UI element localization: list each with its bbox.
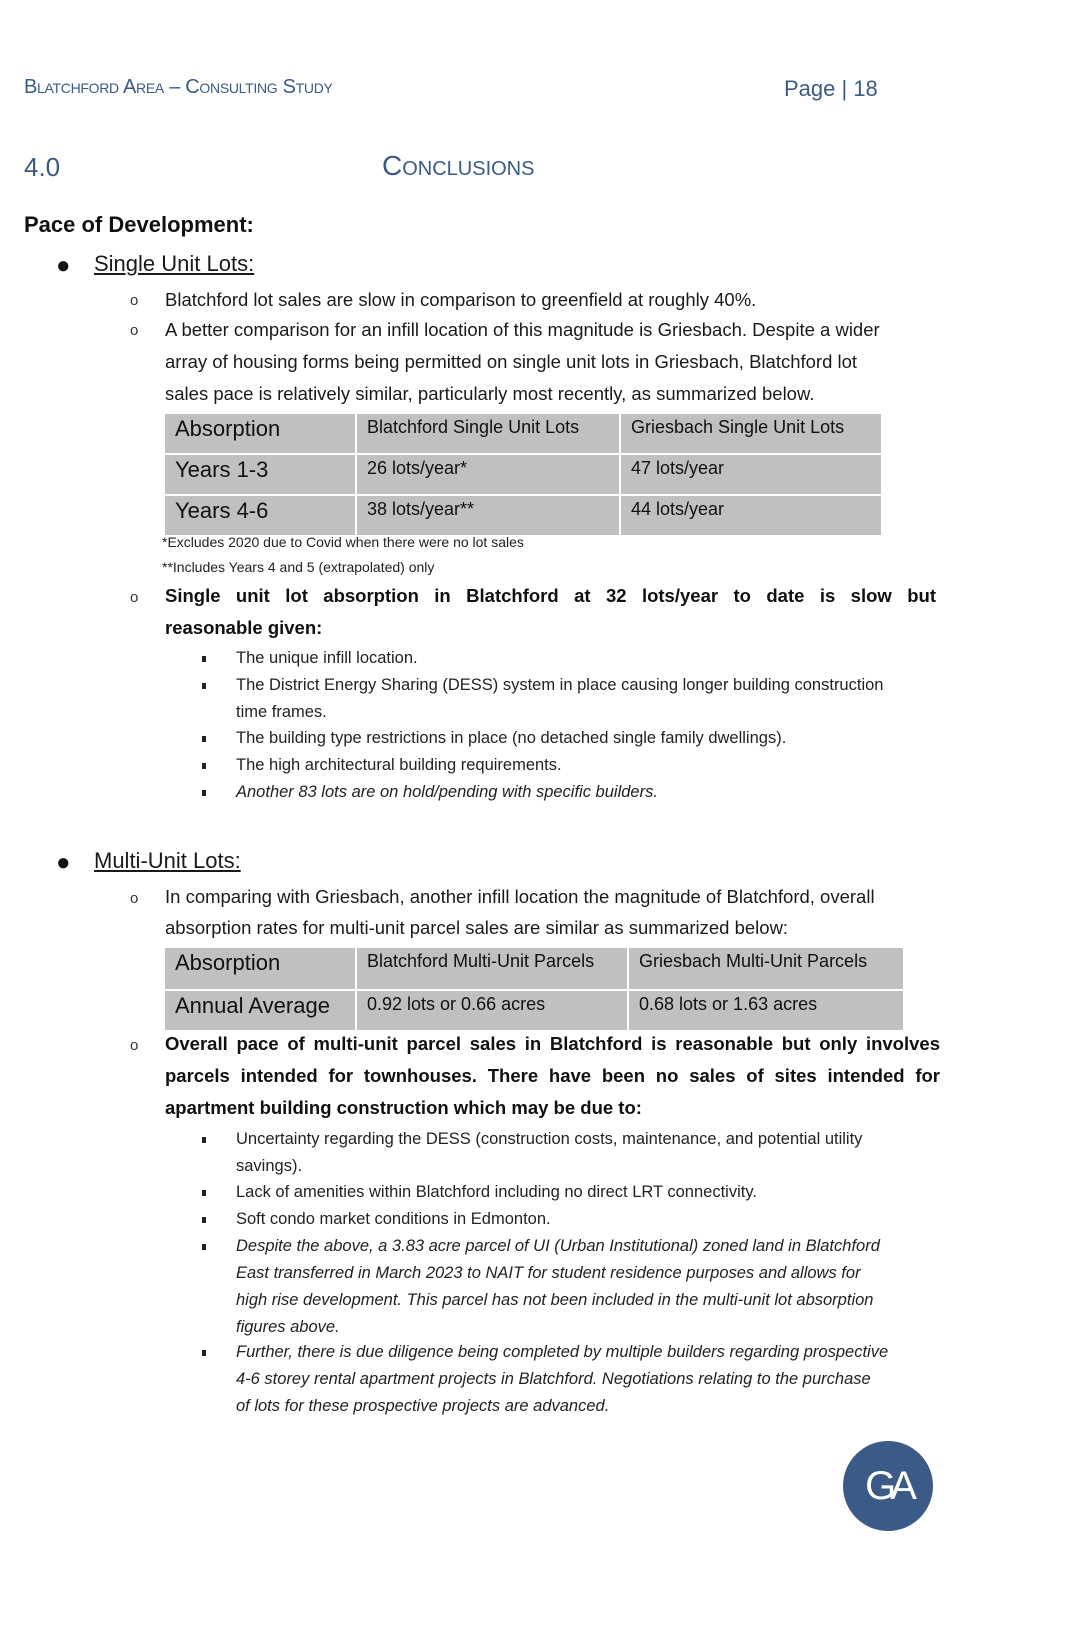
- footnote: *Excludes 2020 due to Covid when there were no lot sales: [162, 534, 524, 550]
- reason-item: Lack of amenities within Blatchford including no direct LRT connectivity.: [236, 1183, 757, 1201]
- circle-bullet-icon: o: [130, 1037, 139, 1054]
- reason-item: The District Energy Sharing (DESS) system in place causing longer building construction: [236, 676, 884, 694]
- reason-item: The high architectural building requirements.: [236, 756, 562, 774]
- logo-text: GA: [865, 1463, 911, 1508]
- conclusion-line: reasonable given:: [165, 617, 323, 638]
- square-bullet-icon: [202, 790, 206, 796]
- document-header-title: Blatchford Area – Consulting Study: [24, 76, 333, 98]
- table-cell: 26 lots/year*: [357, 455, 619, 494]
- paragraph-line: Blatchford lot sales are slow in comparison to greenfield at roughly 40%.: [165, 289, 757, 310]
- conclusion-line: Single unit lot absorption in Blatchford at 32 lots/year to date is slow but: [165, 585, 936, 606]
- table-row: [165, 496, 881, 535]
- table-cell: Years 1-3: [165, 455, 355, 494]
- circle-bullet-icon: o: [130, 589, 139, 606]
- square-bullet-icon: [202, 1190, 206, 1196]
- reason-item: East transferred in March 2023 to NAIT for student residence purposes and allows for: [236, 1264, 861, 1282]
- multi-unit-absorption-table: [163, 946, 905, 1032]
- table-header-cell: Griesbach Multi-Unit Parcels: [629, 948, 903, 989]
- reason-item: savings).: [236, 1157, 303, 1175]
- table-header-cell: Blatchford Multi-Unit Parcels: [357, 948, 627, 989]
- reason-item: time frames.: [236, 703, 327, 721]
- reason-item: Another 83 lots are on hold/pending with specific builders.: [236, 783, 658, 801]
- table-cell: 0.68 lots or 1.63 acres: [629, 991, 903, 1030]
- square-bullet-icon: [202, 736, 206, 742]
- square-bullet-icon: [202, 1244, 206, 1250]
- table-header-row: [165, 414, 881, 453]
- paragraph-line: absorption rates for multi-unit parcel sales are similar as summarized below:: [165, 917, 789, 938]
- circle-bullet-icon: o: [130, 890, 139, 907]
- table-cell: Years 4-6: [165, 496, 355, 535]
- page-number: Page | 18: [784, 76, 878, 101]
- table-cell: 0.92 lots or 0.66 acres: [357, 991, 627, 1030]
- table-header-cell: Absorption: [165, 414, 355, 453]
- square-bullet-icon: [202, 763, 206, 769]
- conclusion-line: Overall pace of multi-unit parcel sales in Blatchford is reasonable but only involves: [165, 1033, 940, 1054]
- single-unit-absorption-table: [163, 412, 883, 537]
- table-cell: 44 lots/year: [621, 496, 881, 535]
- section-title: Conclusions: [382, 150, 535, 181]
- reason-item: Soft condo market conditions in Edmonton.: [236, 1210, 551, 1228]
- reason-item: of lots for these prospective projects are advanced.: [236, 1397, 610, 1415]
- ga-logo: [843, 1441, 933, 1531]
- square-bullet-icon: [202, 683, 206, 689]
- bullet-dot-icon: ●: [56, 252, 71, 279]
- table-header-cell: Griesbach Single Unit Lots: [621, 414, 881, 453]
- paragraph-line: In comparing with Griesbach, another infill location the magnitude of Blatchford, overall: [165, 886, 875, 907]
- square-bullet-icon: [202, 1217, 206, 1223]
- paragraph-line: A better comparison for an infill location of this magnitude is Griesbach. Despite a wider: [165, 319, 880, 340]
- table-row: [165, 455, 881, 494]
- reason-item: Despite the above, a 3.83 acre parcel of UI (Urban Institutional) zoned land in Blatchford: [236, 1237, 880, 1255]
- table-cell: 38 lots/year**: [357, 496, 619, 535]
- circle-bullet-icon: o: [130, 322, 139, 339]
- reason-item: Uncertainty regarding the DESS (construction costs, maintenance, and potential utility: [236, 1130, 863, 1148]
- conclusion-line: apartment building construction which may be due to:: [165, 1097, 642, 1118]
- square-bullet-icon: [202, 1350, 206, 1356]
- reason-item: The unique infill location.: [236, 649, 418, 667]
- single-unit-heading: Single Unit Lots:: [94, 251, 255, 276]
- table-header-cell: Absorption: [165, 948, 355, 989]
- table-cell: 47 lots/year: [621, 455, 881, 494]
- reason-item: figures above.: [236, 1318, 340, 1336]
- multi-unit-heading: Multi-Unit Lots:: [94, 848, 241, 873]
- square-bullet-icon: [202, 1137, 206, 1143]
- section-number: 4.0: [24, 152, 61, 182]
- table-header-cell: Blatchford Single Unit Lots: [357, 414, 619, 453]
- bullet-dot-icon: ●: [56, 849, 71, 876]
- conclusion-line: parcels intended for townhouses. There have been no sales of sites intended for: [165, 1065, 940, 1086]
- reason-item: The building type restrictions in place (no detached single family dwellings).: [236, 729, 787, 747]
- reason-item: Further, there is due diligence being completed by multiple builders regarding prospective: [236, 1343, 889, 1361]
- paragraph-line: array of housing forms being permitted on single unit lots in Griesbach, Blatchford lot: [165, 351, 858, 372]
- table-header-row: [165, 948, 903, 989]
- table-cell: Annual Average: [165, 991, 355, 1030]
- circle-bullet-icon: o: [130, 292, 139, 309]
- reason-item: 4-6 storey rental apartment projects in Blatchford. Negotiations relating to the purchase: [236, 1370, 871, 1388]
- reason-item: high rise development. This parcel has not been included in the multi-unit lot absorption: [236, 1291, 874, 1309]
- square-bullet-icon: [202, 656, 206, 662]
- paragraph-line: sales pace is relatively similar, particularly most recently, as summarized below.: [165, 383, 815, 404]
- table-row: [165, 991, 903, 1030]
- pace-heading: Pace of Development:: [24, 212, 254, 237]
- footnote: **Includes Years 4 and 5 (extrapolated) only: [162, 559, 435, 575]
